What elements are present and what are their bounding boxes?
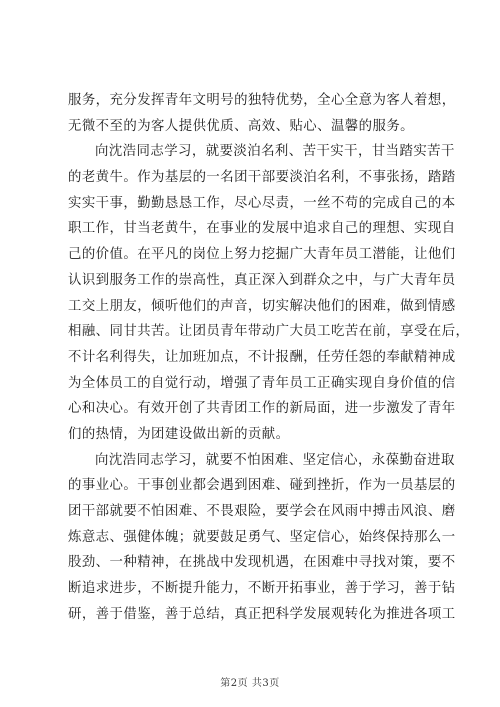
text-line: 相融、同甘共苦。让团员青年带动广大员工吃苦在前，享受在后， (68, 324, 470, 340)
text-line: 职工作，甘当老黄牛，在事业的发展中追求自己的理想、实现自 (68, 221, 456, 237)
text-line: 无微不至的为客人提供优质、高效、贴心、温馨的服务。 (68, 118, 415, 134)
text-line: 实实干事，勤勤恳恳工作，尽心尽责，一丝不苟的完成自己的本 (68, 195, 456, 211)
page-footer: 第2页 共3页 (220, 678, 280, 689)
text-line: 服务，充分发挥青年文明号的独特优势，全心全意为客人着想， (68, 93, 456, 108)
text-line: 炼意志、强健体魄；就要鼓足勇气、坚定信心，始终保持那么一 (68, 529, 456, 545)
text-line: 为全体员工的自觉行动，增强了青年员工正确实现自身价值的信 (68, 375, 456, 391)
text-line: 团干部就要不怕困难、不畏艰险，要学会在风雨中搏击风浪、磨 (68, 504, 456, 519)
body-text (68, 88, 470, 627)
text-line: 研，善于借鉴，善于总结，真正把科学发展观转化为推进各项工 (68, 606, 456, 622)
text-line: 的事业心。干事创业都会遇到困难、碰到挫折，作为一员基层的 (68, 478, 456, 494)
text-line: 们的热情，为团建设做出新的贡献。 (68, 426, 290, 442)
text-line: 向沈浩同志学习，就要淡泊名利、苦干实干，甘当踏实苦干 (95, 144, 455, 160)
text-line: 心和决心。有效开创了共青团工作的新局面，进一步激发了青年 (68, 401, 456, 417)
text-line: 认识到服务工作的崇高性，真正深入到群众之中，与广大青年员 (68, 272, 456, 288)
text-line: 的老黄牛。作为基层的一名团干部要淡泊名利，不事张扬，踏踏 (68, 170, 456, 186)
text-line: 断追求进步，不断提升能力，不断开拓事业，善于学习，善于钻 (68, 581, 456, 597)
text-line: 不计名利得失，让加班加点，不计报酬，任劳任怨的奉献精神成 (68, 349, 456, 365)
text-line: 己的价值。在平凡的岗位上努力挖掘广大青年员工潜能，让他们 (68, 247, 456, 263)
text-line: 股劲、一种精神，在挑战中发现机遇，在困难中寻找对策，要不 (68, 555, 456, 571)
text-line: 向沈浩同志学习，就要不怕困难、坚定信心，永葆勤奋进取 (95, 452, 455, 468)
text-line: 工交上朋友，倾听他们的声音，切实解决他们的困难，做到情感 (68, 298, 456, 314)
